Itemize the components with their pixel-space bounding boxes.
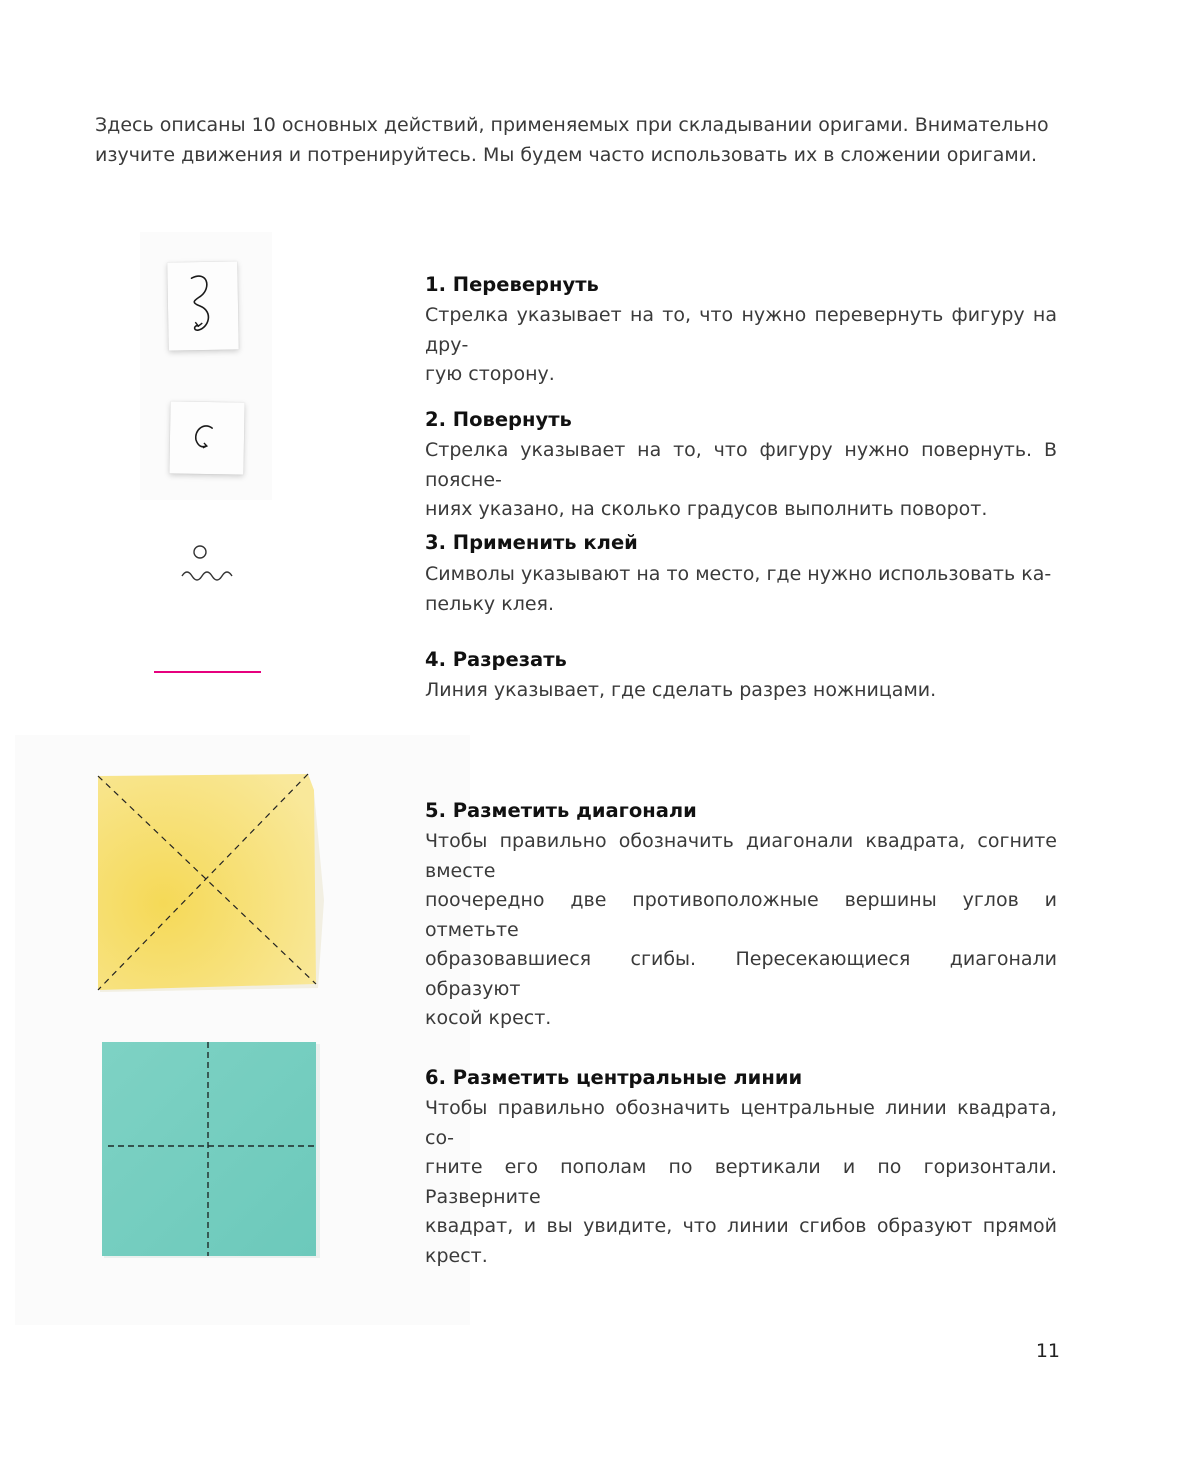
item-5-line-3: образовавшиеся сгибы. Пересекающиеся диагонали образуют <box>425 948 1057 1000</box>
flip-arrow-icon <box>167 261 239 350</box>
item-5-description <box>425 827 1057 1034</box>
item-4-line-1: Линия указывает, где сделать разрез ножницами. <box>425 679 937 701</box>
item-2-line-1: Стрелка указывает на то, что фигуру нужно повернуть. В поясне- <box>425 439 1057 491</box>
item-5-title: 5. Разметить диагонали <box>425 799 697 822</box>
item-4-description <box>425 676 1057 706</box>
item-5-line-4: косой крест. <box>425 1007 552 1029</box>
glue-symbol-icon <box>180 542 236 590</box>
intro-line-1: Здесь описаны 10 основных действий, применяемых при складывании оригами. Внимательно <box>95 114 1049 136</box>
item-2-description <box>425 436 1057 525</box>
item-3-title: 3. Применить клей <box>425 531 638 554</box>
item-6-line-1: Чтобы правильно обозначить центральные линии квадрата, со- <box>425 1097 1057 1149</box>
page-number: 11 <box>1035 1340 1060 1362</box>
item-2-line-2: ниях указано, на сколько градусов выполнить поворот. <box>425 498 988 520</box>
item-3-line-1: Символы указывают на то место, где нужно использовать ка- <box>425 563 1052 585</box>
rotate-note <box>169 401 244 474</box>
item-4-title: 4. Разрезать <box>425 648 567 671</box>
diagonals-paper-figure <box>92 770 332 1000</box>
intro-line-2: изучите движения и потренируйтесь. Мы будем часто использовать их в сложении оригами. <box>95 144 1038 166</box>
item-3-description <box>425 560 1057 619</box>
item-6-description <box>425 1094 1057 1271</box>
item-2-title: 2. Повернуть <box>425 408 572 431</box>
cut-line-icon <box>154 671 261 673</box>
item-1-title: 1. Перевернуть <box>425 273 599 296</box>
item-6-line-2: гните его пополам по вертикали и по горизонтали. Разверните <box>425 1156 1057 1208</box>
rotate-arrow-icon <box>169 401 244 474</box>
center-lines-paper-figure <box>100 1040 330 1264</box>
item-1-line-1: Стрелка указывает на то, что нужно перевернуть фигуру на дру- <box>425 304 1057 356</box>
item-6-title: 6. Разметить центральные линии <box>425 1066 803 1089</box>
item-1-description <box>425 301 1057 390</box>
item-3-line-2: пельку клея. <box>425 592 554 615</box>
item-5-line-1: Чтобы правильно обозначить диагонали квадрата, согните вместе <box>425 830 1057 882</box>
item-6-line-3: квадрат, и вы увидите, что линии сгибов образуют прямой крест. <box>425 1215 1057 1267</box>
intro-paragraph <box>95 110 1055 170</box>
item-5-line-2: поочередно две противоположные вершины углов и отметьте <box>425 889 1057 941</box>
item-1-line-2: гую сторону. <box>425 363 555 385</box>
flip-note <box>167 261 239 350</box>
